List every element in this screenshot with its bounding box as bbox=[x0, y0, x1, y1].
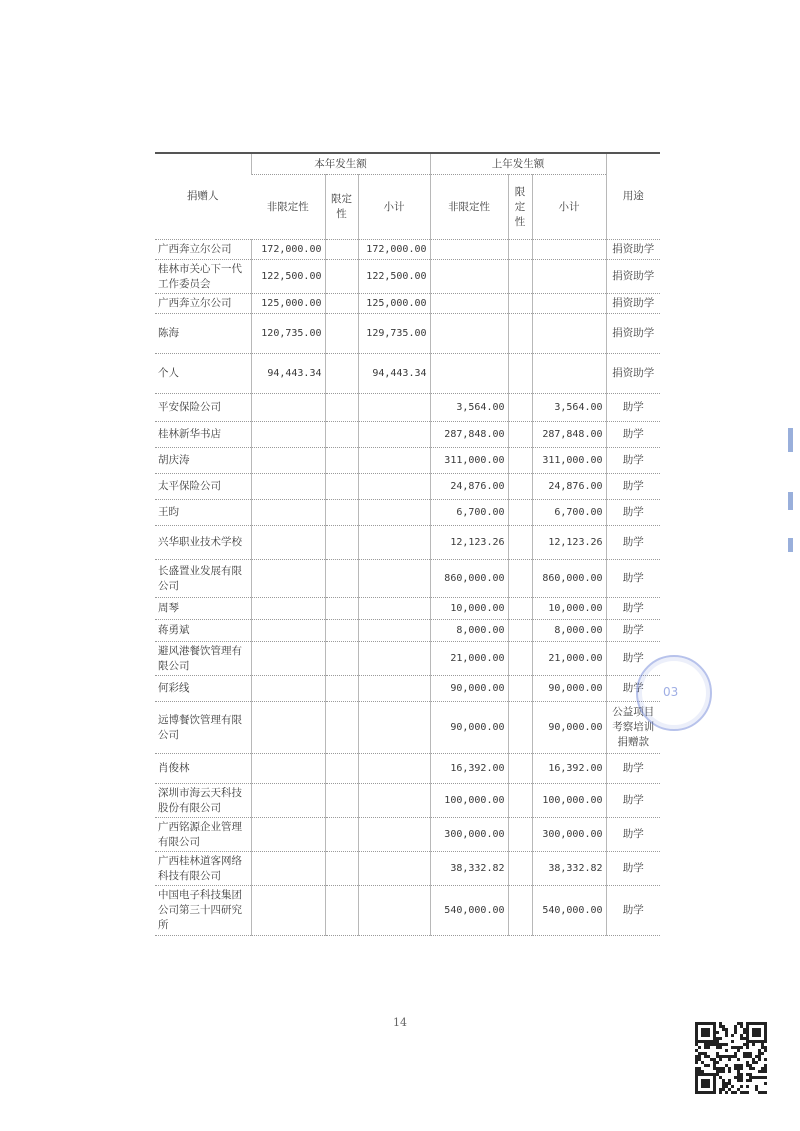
prev-subtotal-cell: 10,000.00 bbox=[532, 598, 606, 620]
prev-unrestricted-cell: 3,564.00 bbox=[430, 394, 508, 422]
cur-restricted-cell bbox=[325, 474, 358, 500]
table-row bbox=[155, 754, 660, 784]
donation-table bbox=[155, 152, 660, 936]
prev-unrestricted-cell: 90,000.00 bbox=[430, 676, 508, 702]
table-body bbox=[155, 240, 660, 936]
prev-restricted-cell bbox=[508, 448, 532, 474]
cur-restricted-cell bbox=[325, 754, 358, 784]
purpose-cell: 助学 bbox=[606, 394, 660, 422]
donor-cell: 个人 bbox=[155, 354, 251, 394]
header-prior-year: 上年发生额 bbox=[430, 153, 606, 175]
purpose-cell: 助学 bbox=[606, 784, 660, 818]
prev-subtotal-cell: 16,392.00 bbox=[532, 754, 606, 784]
prev-restricted-cell bbox=[508, 702, 532, 754]
prev-unrestricted-cell bbox=[430, 294, 508, 314]
prev-restricted-cell bbox=[508, 784, 532, 818]
header-purpose: 用途 bbox=[606, 153, 660, 240]
prev-restricted-cell bbox=[508, 394, 532, 422]
donor-cell: 广西桂林道客网络科技有限公司 bbox=[155, 852, 251, 886]
prev-unrestricted-cell: 100,000.00 bbox=[430, 784, 508, 818]
table-row bbox=[155, 598, 660, 620]
cur-restricted-cell bbox=[325, 294, 358, 314]
cur-subtotal-cell: 129,735.00 bbox=[358, 314, 430, 354]
table-row bbox=[155, 422, 660, 448]
purpose-cell: 助学 bbox=[606, 620, 660, 642]
purpose-cell: 助学 bbox=[606, 642, 660, 676]
prev-restricted-cell bbox=[508, 560, 532, 598]
official-seal bbox=[636, 655, 712, 731]
table-row bbox=[155, 620, 660, 642]
donor-cell: 桂林市关心下一代工作委员会 bbox=[155, 260, 251, 294]
header-prev-unrestricted: 非限定性 bbox=[430, 175, 508, 240]
cur-unrestricted-cell: 122,500.00 bbox=[251, 260, 325, 294]
cur-restricted-cell bbox=[325, 598, 358, 620]
table-row bbox=[155, 818, 660, 852]
cur-unrestricted-cell bbox=[251, 474, 325, 500]
cur-subtotal-cell bbox=[358, 448, 430, 474]
prev-restricted-cell bbox=[508, 240, 532, 260]
cur-subtotal-cell: 125,000.00 bbox=[358, 294, 430, 314]
cur-unrestricted-cell bbox=[251, 702, 325, 754]
prev-unrestricted-cell: 10,000.00 bbox=[430, 598, 508, 620]
prev-unrestricted-cell: 16,392.00 bbox=[430, 754, 508, 784]
prev-restricted-cell bbox=[508, 598, 532, 620]
prev-subtotal-cell: 540,000.00 bbox=[532, 886, 606, 936]
cur-unrestricted-cell bbox=[251, 598, 325, 620]
table-row bbox=[155, 354, 660, 394]
cur-unrestricted-cell: 125,000.00 bbox=[251, 294, 325, 314]
cur-subtotal-cell bbox=[358, 620, 430, 642]
cur-restricted-cell bbox=[325, 314, 358, 354]
cur-subtotal-cell bbox=[358, 754, 430, 784]
prev-restricted-cell bbox=[508, 294, 532, 314]
prev-restricted-cell bbox=[508, 500, 532, 526]
cur-unrestricted-cell: 120,735.00 bbox=[251, 314, 325, 354]
cur-subtotal-cell bbox=[358, 818, 430, 852]
prev-subtotal-cell bbox=[532, 314, 606, 354]
prev-unrestricted-cell: 6,700.00 bbox=[430, 500, 508, 526]
cur-unrestricted-cell bbox=[251, 852, 325, 886]
scan-edge-mark bbox=[788, 538, 793, 552]
purpose-cell: 助学 bbox=[606, 598, 660, 620]
table-row bbox=[155, 784, 660, 818]
table-row bbox=[155, 500, 660, 526]
prev-subtotal-cell: 12,123.26 bbox=[532, 526, 606, 560]
purpose-cell: 捐资助学 bbox=[606, 314, 660, 354]
donor-cell: 兴华职业技术学校 bbox=[155, 526, 251, 560]
prev-restricted-cell bbox=[508, 818, 532, 852]
cur-unrestricted-cell bbox=[251, 818, 325, 852]
donor-cell: 广西奔立尔公司 bbox=[155, 294, 251, 314]
donor-cell: 周琴 bbox=[155, 598, 251, 620]
prev-restricted-cell bbox=[508, 886, 532, 936]
prev-subtotal-cell bbox=[532, 240, 606, 260]
header-cur-subtotal: 小计 bbox=[358, 175, 430, 240]
qr-code-icon bbox=[695, 1022, 767, 1094]
prev-restricted-cell bbox=[508, 754, 532, 784]
donor-cell: 中国电子科技集团公司第三十四研究所 bbox=[155, 886, 251, 936]
cur-unrestricted-cell bbox=[251, 754, 325, 784]
cur-unrestricted-cell bbox=[251, 448, 325, 474]
prev-subtotal-cell: 3,564.00 bbox=[532, 394, 606, 422]
table-row bbox=[155, 260, 660, 294]
cur-restricted-cell bbox=[325, 448, 358, 474]
header-cur-unrestricted: 非限定性 bbox=[251, 175, 325, 240]
cur-unrestricted-cell bbox=[251, 526, 325, 560]
prev-restricted-cell bbox=[508, 260, 532, 294]
donor-cell: 广西奔立尔公司 bbox=[155, 240, 251, 260]
header-prev-restricted: 限定性 bbox=[508, 175, 532, 240]
donor-cell: 陈海 bbox=[155, 314, 251, 354]
purpose-cell: 助学 bbox=[606, 422, 660, 448]
cur-subtotal-cell bbox=[358, 598, 430, 620]
purpose-cell: 助学 bbox=[606, 676, 660, 702]
table-row bbox=[155, 448, 660, 474]
table-row bbox=[155, 474, 660, 500]
prev-subtotal-cell: 311,000.00 bbox=[532, 448, 606, 474]
prev-restricted-cell bbox=[508, 474, 532, 500]
prev-unrestricted-cell: 860,000.00 bbox=[430, 560, 508, 598]
prev-subtotal-cell: 90,000.00 bbox=[532, 676, 606, 702]
prev-restricted-cell bbox=[508, 676, 532, 702]
prev-restricted-cell bbox=[508, 852, 532, 886]
donor-cell: 深圳市海云天科技股份有限公司 bbox=[155, 784, 251, 818]
donor-cell: 肖俊林 bbox=[155, 754, 251, 784]
cur-unrestricted-cell bbox=[251, 676, 325, 702]
prev-unrestricted-cell: 287,848.00 bbox=[430, 422, 508, 448]
prev-subtotal-cell: 38,332.82 bbox=[532, 852, 606, 886]
prev-subtotal-cell: 287,848.00 bbox=[532, 422, 606, 448]
table-row bbox=[155, 676, 660, 702]
cur-restricted-cell bbox=[325, 784, 358, 818]
cur-restricted-cell bbox=[325, 818, 358, 852]
prev-restricted-cell bbox=[508, 526, 532, 560]
purpose-cell: 助学 bbox=[606, 474, 660, 500]
prev-unrestricted-cell: 12,123.26 bbox=[430, 526, 508, 560]
prev-subtotal-cell: 21,000.00 bbox=[532, 642, 606, 676]
purpose-cell: 助学 bbox=[606, 448, 660, 474]
cur-unrestricted-cell bbox=[251, 560, 325, 598]
donor-cell: 何彩线 bbox=[155, 676, 251, 702]
prev-unrestricted-cell bbox=[430, 354, 508, 394]
purpose-cell: 捐资助学 bbox=[606, 294, 660, 314]
cur-subtotal-cell bbox=[358, 560, 430, 598]
table-row bbox=[155, 294, 660, 314]
cur-unrestricted-cell bbox=[251, 394, 325, 422]
cur-restricted-cell bbox=[325, 526, 358, 560]
prev-unrestricted-cell: 300,000.00 bbox=[430, 818, 508, 852]
cur-subtotal-cell: 172,000.00 bbox=[358, 240, 430, 260]
donor-cell: 太平保险公司 bbox=[155, 474, 251, 500]
cur-restricted-cell bbox=[325, 642, 358, 676]
prev-restricted-cell bbox=[508, 642, 532, 676]
prev-restricted-cell bbox=[508, 620, 532, 642]
prev-subtotal-cell bbox=[532, 354, 606, 394]
cur-unrestricted-cell bbox=[251, 642, 325, 676]
donor-cell: 广西铭源企业管理有限公司 bbox=[155, 818, 251, 852]
prev-subtotal-cell: 860,000.00 bbox=[532, 560, 606, 598]
table-row bbox=[155, 642, 660, 676]
prev-subtotal-cell: 90,000.00 bbox=[532, 702, 606, 754]
purpose-cell: 公益项目考察培训捐赠款 bbox=[606, 702, 660, 754]
cur-subtotal-cell bbox=[358, 642, 430, 676]
header-donor: 捐赠人 bbox=[155, 153, 251, 240]
cur-unrestricted-cell bbox=[251, 886, 325, 936]
page-number: 14 bbox=[393, 1016, 407, 1029]
prev-restricted-cell bbox=[508, 354, 532, 394]
purpose-cell: 助学 bbox=[606, 526, 660, 560]
cur-subtotal-cell bbox=[358, 852, 430, 886]
purpose-cell: 助学 bbox=[606, 818, 660, 852]
donor-cell: 平安保险公司 bbox=[155, 394, 251, 422]
cur-restricted-cell bbox=[325, 394, 358, 422]
scan-edge-mark bbox=[788, 492, 793, 510]
table-row bbox=[155, 560, 660, 598]
prev-unrestricted-cell: 90,000.00 bbox=[430, 702, 508, 754]
prev-subtotal-cell: 300,000.00 bbox=[532, 818, 606, 852]
cur-unrestricted-cell: 94,443.34 bbox=[251, 354, 325, 394]
cur-unrestricted-cell bbox=[251, 620, 325, 642]
table-row bbox=[155, 526, 660, 560]
table-row bbox=[155, 240, 660, 260]
cur-unrestricted-cell: 172,000.00 bbox=[251, 240, 325, 260]
donor-cell: 长盛置业发展有限公司 bbox=[155, 560, 251, 598]
cur-restricted-cell bbox=[325, 500, 358, 526]
header-prev-subtotal: 小计 bbox=[532, 175, 606, 240]
cur-subtotal-cell bbox=[358, 676, 430, 702]
prev-subtotal-cell bbox=[532, 260, 606, 294]
prev-unrestricted-cell bbox=[430, 240, 508, 260]
scan-edge-mark bbox=[788, 428, 793, 452]
prev-unrestricted-cell: 540,000.00 bbox=[430, 886, 508, 936]
header-current-year: 本年发生额 bbox=[251, 153, 430, 175]
donor-cell: 蒋勇斌 bbox=[155, 620, 251, 642]
cur-restricted-cell bbox=[325, 886, 358, 936]
cur-subtotal-cell bbox=[358, 500, 430, 526]
prev-subtotal-cell: 100,000.00 bbox=[532, 784, 606, 818]
cur-subtotal-cell bbox=[358, 394, 430, 422]
purpose-cell: 助学 bbox=[606, 560, 660, 598]
donor-cell: 桂林新华书店 bbox=[155, 422, 251, 448]
prev-subtotal-cell: 24,876.00 bbox=[532, 474, 606, 500]
purpose-cell: 助学 bbox=[606, 500, 660, 526]
table-row bbox=[155, 852, 660, 886]
cur-subtotal-cell: 122,500.00 bbox=[358, 260, 430, 294]
prev-subtotal-cell: 6,700.00 bbox=[532, 500, 606, 526]
table-row bbox=[155, 394, 660, 422]
cur-restricted-cell bbox=[325, 702, 358, 754]
cur-subtotal-cell: 94,443.34 bbox=[358, 354, 430, 394]
table-row bbox=[155, 702, 660, 754]
cur-restricted-cell bbox=[325, 260, 358, 294]
table-row bbox=[155, 886, 660, 936]
prev-unrestricted-cell bbox=[430, 314, 508, 354]
purpose-cell: 助学 bbox=[606, 754, 660, 784]
donor-cell: 王昀 bbox=[155, 500, 251, 526]
purpose-cell: 捐资助学 bbox=[606, 354, 660, 394]
cur-restricted-cell bbox=[325, 422, 358, 448]
prev-unrestricted-cell: 8,000.00 bbox=[430, 620, 508, 642]
purpose-cell: 捐资助学 bbox=[606, 240, 660, 260]
cur-restricted-cell bbox=[325, 676, 358, 702]
cur-subtotal-cell bbox=[358, 526, 430, 560]
cur-subtotal-cell bbox=[358, 422, 430, 448]
prev-unrestricted-cell: 38,332.82 bbox=[430, 852, 508, 886]
cur-restricted-cell bbox=[325, 240, 358, 260]
cur-unrestricted-cell bbox=[251, 422, 325, 448]
prev-unrestricted-cell: 311,000.00 bbox=[430, 448, 508, 474]
prev-restricted-cell bbox=[508, 314, 532, 354]
cur-restricted-cell bbox=[325, 560, 358, 598]
cur-restricted-cell bbox=[325, 354, 358, 394]
donor-cell: 远博餐饮管理有限公司 bbox=[155, 702, 251, 754]
cur-subtotal-cell bbox=[358, 886, 430, 936]
donor-cell: 避风港餐饮管理有限公司 bbox=[155, 642, 251, 676]
prev-subtotal-cell bbox=[532, 294, 606, 314]
cur-restricted-cell bbox=[325, 620, 358, 642]
table-row bbox=[155, 314, 660, 354]
cur-subtotal-cell bbox=[358, 702, 430, 754]
purpose-cell: 捐资助学 bbox=[606, 260, 660, 294]
cur-unrestricted-cell bbox=[251, 500, 325, 526]
cur-unrestricted-cell bbox=[251, 784, 325, 818]
prev-unrestricted-cell: 21,000.00 bbox=[430, 642, 508, 676]
prev-subtotal-cell: 8,000.00 bbox=[532, 620, 606, 642]
donor-cell: 胡庆涛 bbox=[155, 448, 251, 474]
prev-unrestricted-cell bbox=[430, 260, 508, 294]
cur-restricted-cell bbox=[325, 852, 358, 886]
purpose-cell: 助学 bbox=[606, 852, 660, 886]
cur-subtotal-cell bbox=[358, 474, 430, 500]
seal-number: 03 bbox=[663, 685, 679, 699]
cur-subtotal-cell bbox=[358, 784, 430, 818]
header-cur-restricted: 限定性 bbox=[325, 175, 358, 240]
prev-unrestricted-cell: 24,876.00 bbox=[430, 474, 508, 500]
purpose-cell: 助学 bbox=[606, 886, 660, 936]
prev-restricted-cell bbox=[508, 422, 532, 448]
